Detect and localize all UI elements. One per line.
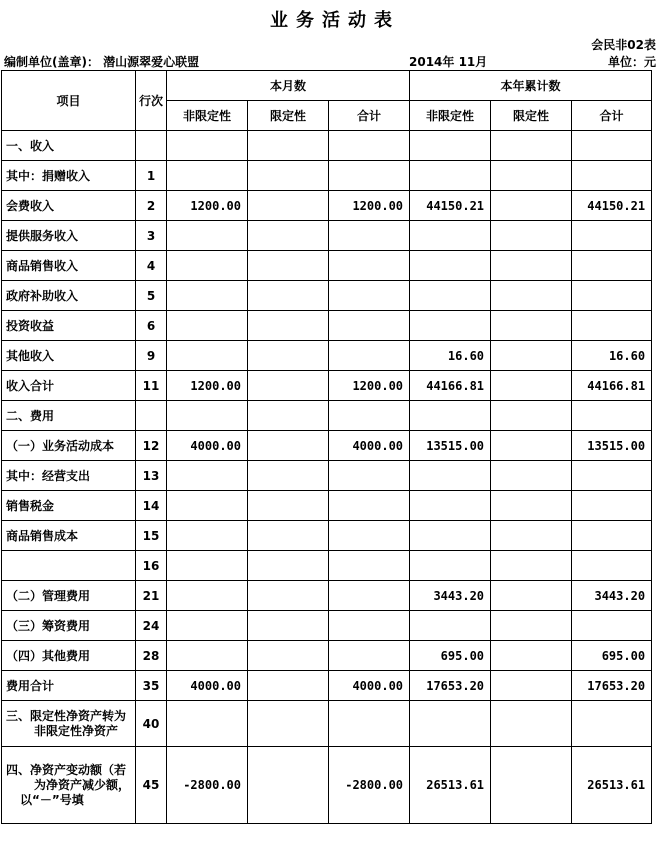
cell-year-unrestricted: 44166.81 [410, 371, 491, 401]
row-label: 一、收入 [2, 131, 136, 161]
header-month-restricted: 限定性 [248, 101, 329, 131]
cell-month-unrestricted: 4000.00 [167, 671, 248, 701]
row-label: 费用合计 [2, 671, 136, 701]
cell-month-total: 1200.00 [329, 191, 410, 221]
cell-year-restricted [491, 521, 572, 551]
row-line: 40 [136, 701, 167, 747]
cell-year-restricted [491, 131, 572, 161]
cell-month-total [329, 131, 410, 161]
cell-year-unrestricted [410, 521, 491, 551]
row-line: 6 [136, 311, 167, 341]
cell-month-total: -2800.00 [329, 747, 410, 824]
row-line: 45 [136, 747, 167, 824]
header-year-restricted: 限定性 [491, 101, 572, 131]
cell-month-restricted [248, 161, 329, 191]
cell-year-unrestricted: 695.00 [410, 641, 491, 671]
cell-year-total: 3443.20 [572, 581, 652, 611]
cell-year-total: 695.00 [572, 641, 652, 671]
row-line [136, 131, 167, 161]
row-label: 其他收入 [2, 341, 136, 371]
cell-year-unrestricted: 16.60 [410, 341, 491, 371]
row-label-line-2: 非限定性净资产 [34, 723, 119, 738]
row-line: 21 [136, 581, 167, 611]
cell-month-total [329, 161, 410, 191]
cell-month-unrestricted [167, 461, 248, 491]
cell-month-total: 1200.00 [329, 371, 410, 401]
form-number: 会民非02表 [591, 38, 656, 52]
cell-month-restricted [248, 747, 329, 824]
row-label: 收入合计 [2, 371, 136, 401]
header-month-total: 合计 [329, 101, 410, 131]
table-row [2, 251, 652, 281]
cell-year-restricted [491, 161, 572, 191]
row-label-line-2: 为净资产减少额， [34, 777, 131, 792]
cell-month-restricted [248, 131, 329, 161]
row-line: 24 [136, 611, 167, 641]
cell-month-unrestricted [167, 611, 248, 641]
cell-year-restricted [491, 431, 572, 461]
row-label: 商品销售收入 [2, 251, 136, 281]
header-year: 本年累计数 [410, 71, 652, 101]
reporting-unit: 编制单位(盖章)： 潜山源翠爱心联盟 [4, 55, 200, 69]
table-row [2, 491, 652, 521]
table-row [2, 401, 652, 431]
cell-month-total [329, 521, 410, 551]
cell-month-total [329, 641, 410, 671]
cell-year-unrestricted [410, 281, 491, 311]
cell-month-restricted [248, 611, 329, 641]
row-line: 28 [136, 641, 167, 671]
cell-month-restricted [248, 521, 329, 551]
row-label: 提供服务收入 [2, 221, 136, 251]
cell-year-unrestricted [410, 311, 491, 341]
cell-year-restricted [491, 641, 572, 671]
cell-month-restricted [248, 221, 329, 251]
cell-year-total [572, 311, 652, 341]
cell-year-total: 16.60 [572, 341, 652, 371]
cell-year-total [572, 131, 652, 161]
table-row [2, 131, 652, 161]
cell-year-total: 17653.20 [572, 671, 652, 701]
cell-year-total [572, 491, 652, 521]
row-line: 1 [136, 161, 167, 191]
row-line: 16 [136, 551, 167, 581]
cell-month-total [329, 251, 410, 281]
cell-month-unrestricted [167, 281, 248, 311]
header-year-unrestricted: 非限定性 [410, 101, 491, 131]
row-label: 商品销售成本 [2, 521, 136, 551]
cell-month-unrestricted [167, 641, 248, 671]
cell-year-total [572, 521, 652, 551]
cell-year-unrestricted [410, 551, 491, 581]
row-line: 12 [136, 431, 167, 461]
table-row-restricted-transfer [2, 701, 652, 747]
cell-month-restricted [248, 191, 329, 221]
row-label-line-3: 以“－”号填 [20, 792, 84, 807]
cell-year-unrestricted [410, 701, 491, 747]
cell-year-total [572, 461, 652, 491]
cell-month-unrestricted [167, 551, 248, 581]
header-month-unrestricted: 非限定性 [167, 101, 248, 131]
cell-year-restricted [491, 671, 572, 701]
cell-year-restricted [491, 401, 572, 431]
table-row [2, 221, 652, 251]
cell-month-total [329, 491, 410, 521]
cell-month-unrestricted [167, 581, 248, 611]
cell-month-total [329, 581, 410, 611]
cell-year-unrestricted [410, 401, 491, 431]
cell-month-unrestricted [167, 311, 248, 341]
table-row [2, 431, 652, 461]
row-label: 其中：捐赠收入 [2, 161, 136, 191]
cell-year-unrestricted [410, 161, 491, 191]
cell-year-total [572, 701, 652, 747]
cell-year-unrestricted: 17653.20 [410, 671, 491, 701]
table-row [2, 611, 652, 641]
cell-year-unrestricted [410, 491, 491, 521]
cell-month-restricted [248, 551, 329, 581]
cell-year-unrestricted: 13515.00 [410, 431, 491, 461]
cell-month-total [329, 281, 410, 311]
cell-month-restricted [248, 641, 329, 671]
row-line: 14 [136, 491, 167, 521]
cell-month-total: 4000.00 [329, 431, 410, 461]
header-year-total: 合计 [572, 101, 652, 131]
cell-year-total [572, 551, 652, 581]
report-title: 业务活动表 [270, 10, 400, 31]
cell-year-restricted [491, 747, 572, 824]
row-line: 13 [136, 461, 167, 491]
cell-year-restricted [491, 371, 572, 401]
cell-year-unrestricted: 44150.21 [410, 191, 491, 221]
cell-month-unrestricted: -2800.00 [167, 747, 248, 824]
table-row [2, 371, 652, 401]
cell-month-unrestricted [167, 161, 248, 191]
cell-year-restricted [491, 191, 572, 221]
row-line: 9 [136, 341, 167, 371]
cell-year-unrestricted [410, 131, 491, 161]
row-label: 会费收入 [2, 191, 136, 221]
cell-year-unrestricted [410, 611, 491, 641]
cell-month-total [329, 341, 410, 371]
cell-month-restricted [248, 371, 329, 401]
cell-year-restricted [491, 491, 572, 521]
cell-month-restricted [248, 431, 329, 461]
table-row [2, 551, 652, 581]
cell-month-total [329, 701, 410, 747]
cell-month-unrestricted: 1200.00 [167, 191, 248, 221]
row-label: 销售税金 [2, 491, 136, 521]
cell-year-total: 26513.61 [572, 747, 652, 824]
cell-month-unrestricted [167, 251, 248, 281]
table-row [2, 191, 652, 221]
table-row [2, 581, 652, 611]
cell-year-restricted [491, 461, 572, 491]
table-row [2, 281, 652, 311]
row-label [2, 551, 136, 581]
row-label-line-1: 四、净资产变动额（若 [6, 762, 127, 777]
cell-year-total: 13515.00 [572, 431, 652, 461]
cell-year-total [572, 401, 652, 431]
cell-month-total [329, 461, 410, 491]
row-label [2, 747, 136, 824]
cell-month-restricted [248, 671, 329, 701]
cell-month-unrestricted [167, 401, 248, 431]
cell-year-total: 44150.21 [572, 191, 652, 221]
cell-year-total [572, 281, 652, 311]
report-period: 2014年 11月 [409, 55, 488, 69]
cell-year-restricted [491, 701, 572, 747]
table-row [2, 341, 652, 371]
currency-unit: 单位：元 [607, 55, 656, 69]
cell-year-total [572, 221, 652, 251]
cell-month-unrestricted: 4000.00 [167, 431, 248, 461]
cell-year-restricted [491, 221, 572, 251]
cell-month-restricted [248, 401, 329, 431]
table-row [2, 311, 652, 341]
row-label: （四）其他费用 [2, 641, 136, 671]
cell-month-total [329, 311, 410, 341]
cell-month-restricted [248, 461, 329, 491]
cell-month-total: 4000.00 [329, 671, 410, 701]
row-line: 2 [136, 191, 167, 221]
cell-year-restricted [491, 281, 572, 311]
row-line: 4 [136, 251, 167, 281]
cell-month-restricted [248, 581, 329, 611]
cell-year-restricted [491, 311, 572, 341]
row-label: 投资收益 [2, 311, 136, 341]
cell-month-restricted [248, 491, 329, 521]
cell-year-total: 44166.81 [572, 371, 652, 401]
cell-month-unrestricted [167, 521, 248, 551]
cell-month-restricted [248, 281, 329, 311]
cell-month-unrestricted [167, 131, 248, 161]
cell-year-total [572, 161, 652, 191]
row-label: （二）管理费用 [2, 581, 136, 611]
row-label: （三）筹资费用 [2, 611, 136, 641]
row-label: 其中：经营支出 [2, 461, 136, 491]
cell-month-total [329, 551, 410, 581]
cell-year-unrestricted [410, 251, 491, 281]
row-label-line-1: 三、限定性净资产转为 [6, 708, 127, 723]
row-line: 35 [136, 671, 167, 701]
table-row [2, 671, 652, 701]
cell-year-unrestricted: 3443.20 [410, 581, 491, 611]
cell-month-total [329, 221, 410, 251]
cell-year-restricted [491, 581, 572, 611]
cell-month-unrestricted [167, 491, 248, 521]
cell-month-unrestricted: 1200.00 [167, 371, 248, 401]
cell-year-total [572, 251, 652, 281]
row-label: 政府补助收入 [2, 281, 136, 311]
cell-year-unrestricted [410, 221, 491, 251]
cell-year-restricted [491, 251, 572, 281]
cell-month-unrestricted [167, 341, 248, 371]
row-line [136, 401, 167, 431]
cell-month-unrestricted [167, 221, 248, 251]
row-label [2, 701, 136, 747]
row-label: 二、费用 [2, 401, 136, 431]
header-line: 行次 [136, 71, 167, 131]
cell-year-total [572, 611, 652, 641]
table-row [2, 641, 652, 671]
cell-year-restricted [491, 611, 572, 641]
cell-month-restricted [248, 311, 329, 341]
header-item: 项目 [2, 71, 136, 131]
cell-month-total [329, 401, 410, 431]
table-row [2, 521, 652, 551]
row-line: 3 [136, 221, 167, 251]
cell-month-restricted [248, 341, 329, 371]
cell-year-unrestricted: 26513.61 [410, 747, 491, 824]
cell-year-unrestricted [410, 461, 491, 491]
row-line: 15 [136, 521, 167, 551]
cell-year-restricted [491, 551, 572, 581]
row-label: （一）业务活动成本 [2, 431, 136, 461]
cell-month-restricted [248, 701, 329, 747]
table-row [2, 161, 652, 191]
cell-month-total [329, 611, 410, 641]
activity-table [1, 70, 652, 824]
row-line: 11 [136, 371, 167, 401]
header-row-1 [2, 71, 652, 101]
cell-year-restricted [491, 341, 572, 371]
header-month: 本月数 [167, 71, 410, 101]
row-line: 5 [136, 281, 167, 311]
cell-month-restricted [248, 251, 329, 281]
table-row-net-asset-change [2, 747, 652, 824]
cell-month-unrestricted [167, 701, 248, 747]
table-row [2, 461, 652, 491]
